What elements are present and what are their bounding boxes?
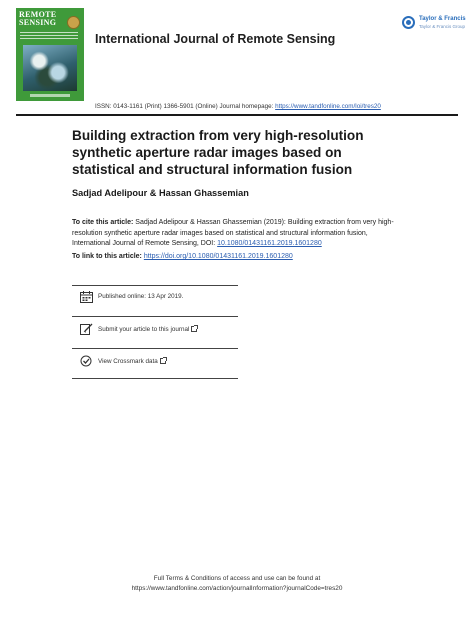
journal-homepage-link[interactable]: https://www.tandfonline.com/loi/tres20	[275, 103, 381, 110]
citation-doi-link[interactable]: 10.1080/01431161.2019.1601280	[217, 240, 322, 247]
article-doi-url-link[interactable]: https://doi.org/10.1080/01431161.2019.1601280	[143, 253, 293, 260]
footer-terms-text: Full Terms & Conditions of access and use can be found at	[153, 575, 321, 582]
issn-text: ISSN: 0143-1161 (Print) 1366-5901 (Online) Journal homepage:	[95, 103, 276, 110]
article-link-line	[72, 253, 293, 260]
page-footer	[0, 574, 474, 593]
publisher-logo	[402, 14, 466, 34]
article-title: Building extraction from very high-resolution synthetic aperture radar images based on statistical and structural information fusion	[72, 128, 364, 177]
cover-title: REMOTE SENSING	[19, 10, 57, 27]
publisher-subname: Taylor & Francis Group	[419, 24, 466, 29]
link-label: To link to this article:	[72, 253, 144, 260]
crossmark-row[interactable]	[72, 350, 238, 376]
cover-text-lines	[20, 32, 78, 42]
published-online-text: Published online: 13 Apr 2019.	[98, 293, 184, 300]
cover-seal-icon	[67, 16, 80, 29]
crossmark-link[interactable]: View Crossmark data	[98, 357, 166, 365]
citation-text: Sadjad Adelipour & Hassan Ghassemian (2019): Building extraction from very high-resolution synthetic aperture radar images based on statistical and structural information fusion, International Journal of Remote Sensing, DOI:	[72, 219, 394, 247]
info-divider-2	[72, 348, 238, 349]
taylor-francis-logo-icon	[402, 16, 415, 29]
published-online-row	[72, 286, 238, 312]
citation-block	[72, 218, 402, 250]
external-link-icon	[191, 326, 197, 332]
external-link-icon	[160, 358, 166, 364]
submit-article-link[interactable]: Submit your article to this journal	[98, 325, 197, 333]
publisher-name: Taylor & Francis	[419, 16, 466, 22]
submit-article-row[interactable]	[72, 318, 238, 344]
crossmark-icon	[80, 355, 93, 367]
header-divider	[16, 114, 458, 116]
citation-label: To cite this article:	[72, 219, 134, 226]
journal-title: International Journal of Remote Sensing	[95, 32, 336, 46]
issn-line	[95, 103, 381, 110]
footer-terms-link[interactable]: https://www.tandfonline.com/action/journalInformation?journalCode=tres20	[131, 584, 343, 592]
edit-document-icon	[80, 323, 93, 335]
cover-satellite-image	[23, 45, 77, 91]
info-divider-1	[72, 316, 238, 317]
journal-cover-image	[16, 8, 84, 101]
article-authors: Sadjad Adelipour & Hassan Ghassemian	[72, 188, 249, 198]
info-bottom-divider	[72, 378, 238, 379]
calendar-icon	[80, 291, 93, 303]
cover-footer-bar	[30, 94, 70, 97]
